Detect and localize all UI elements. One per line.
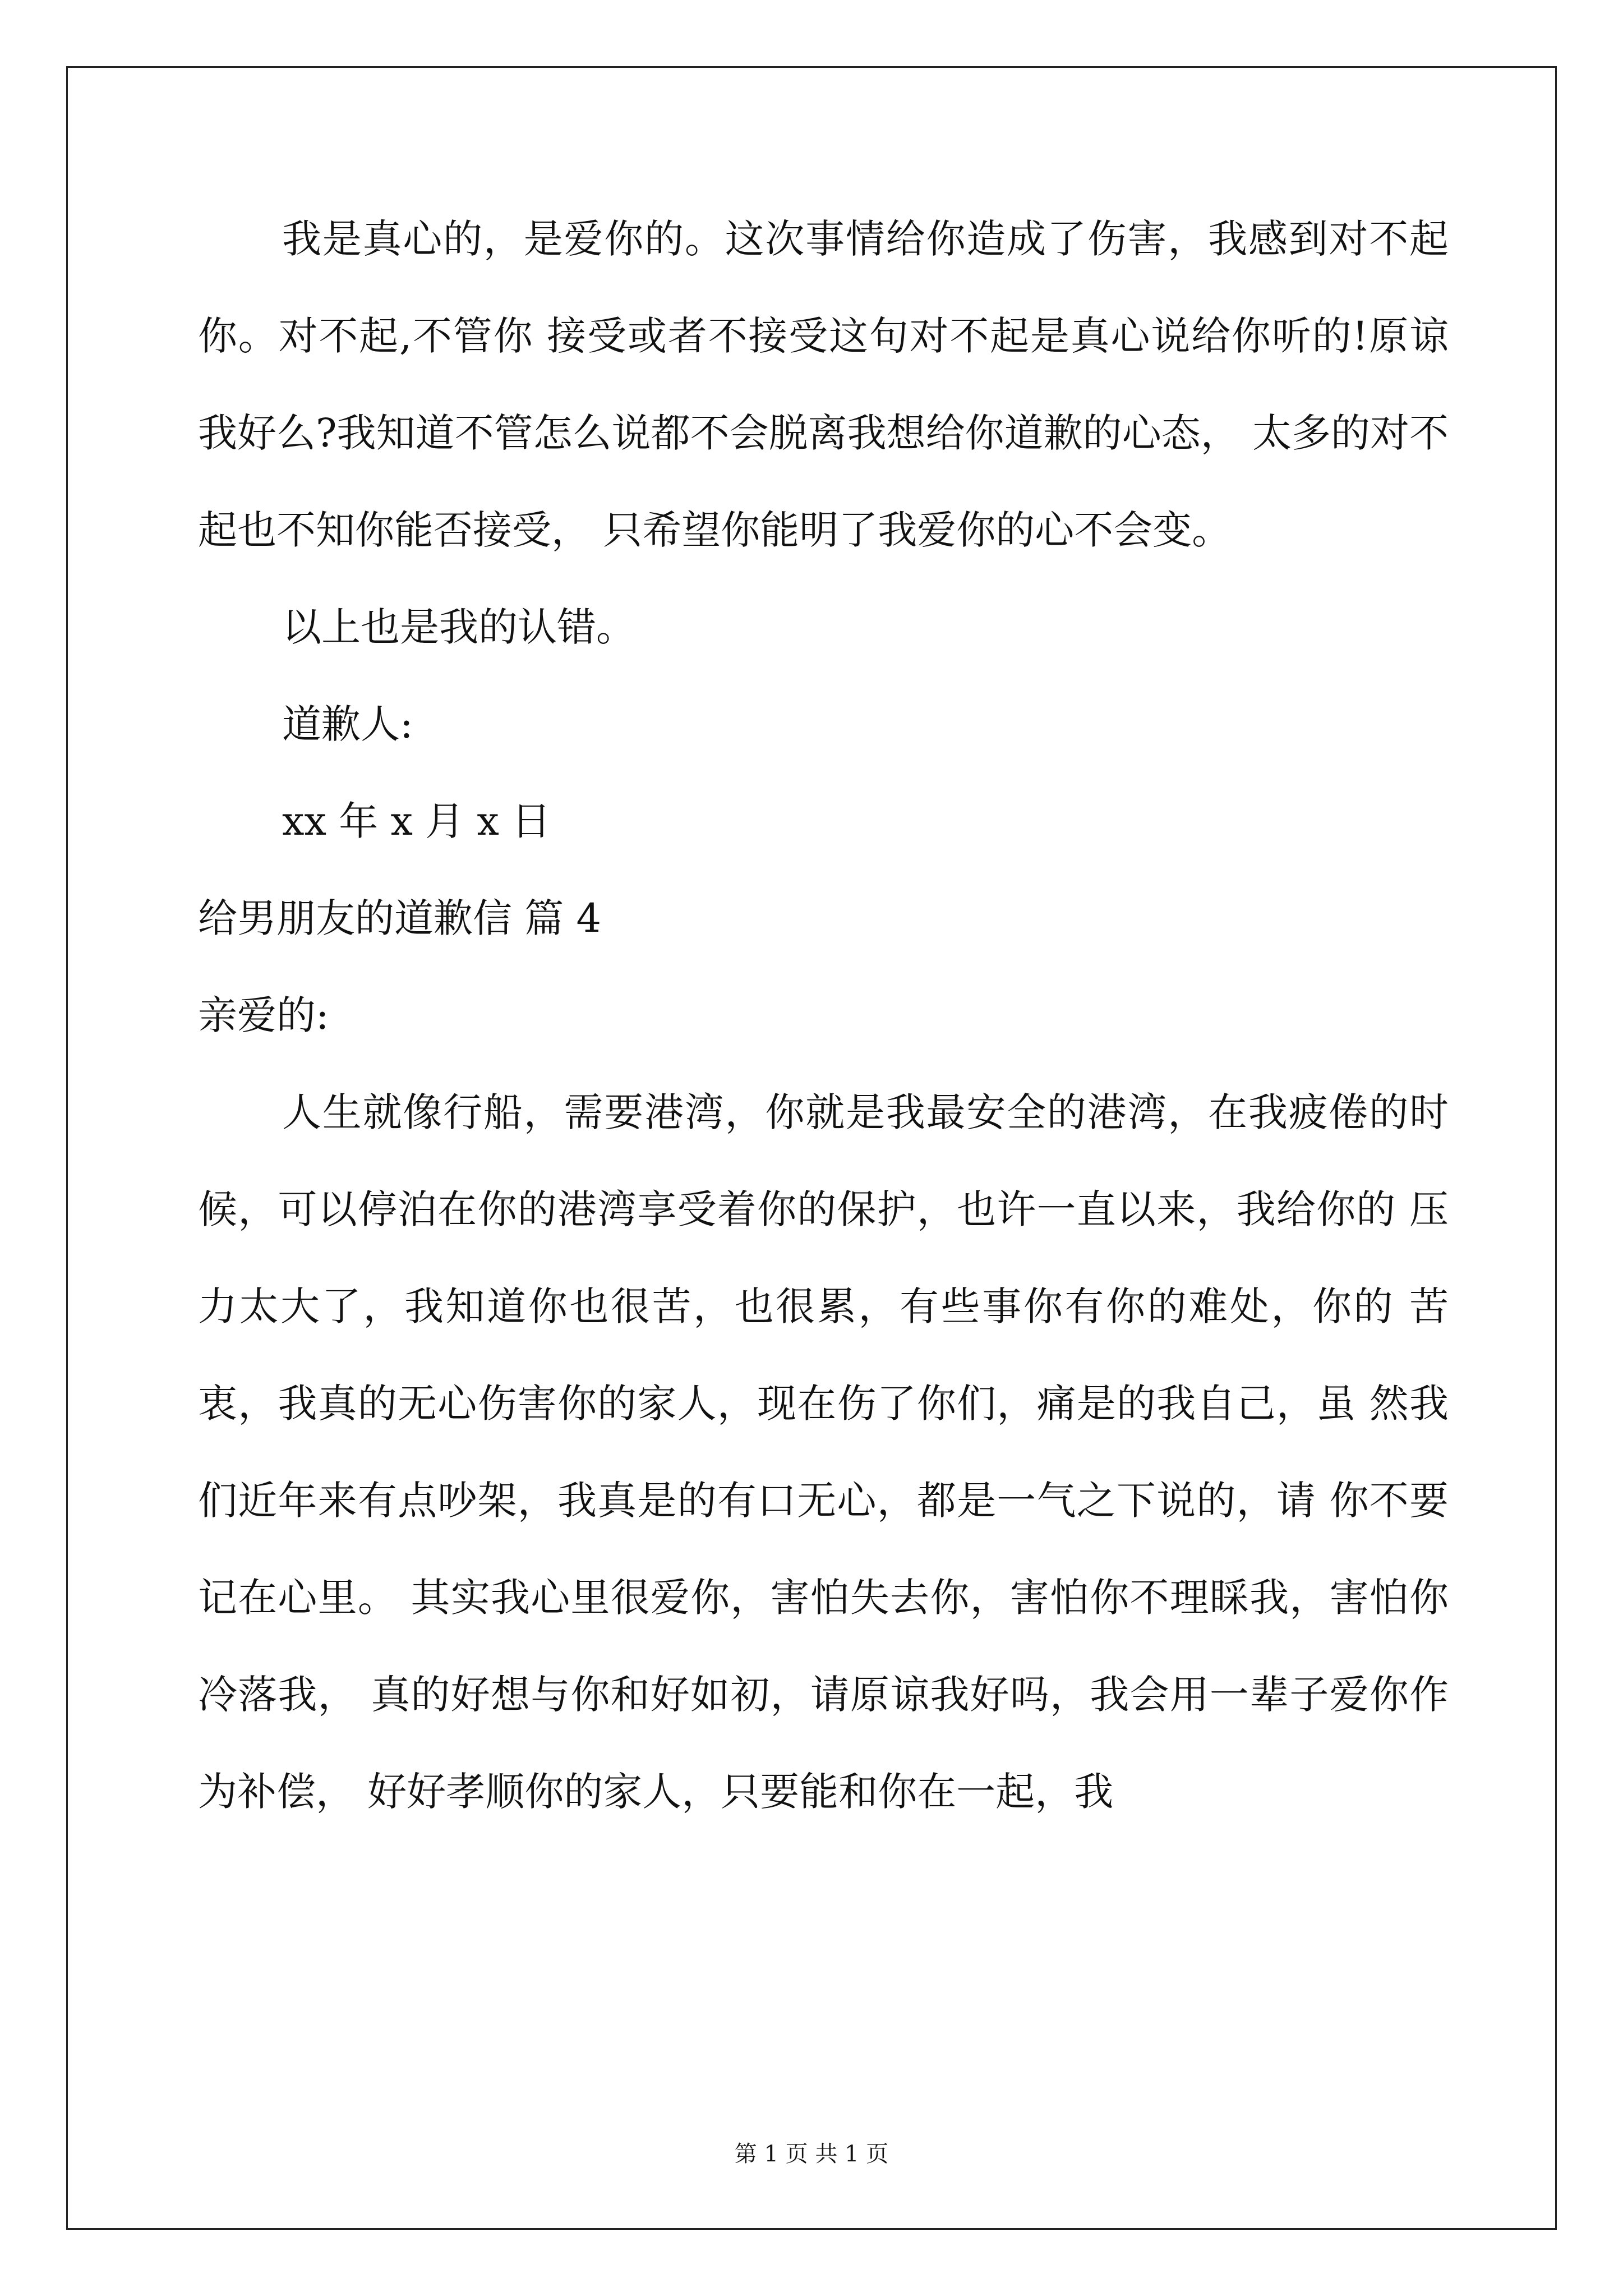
paragraph-letter-body: 人生就像行船，需要港湾，你就是我最安全的港湾，在我疲倦的时 候，可以停泊在你的港湾享受着你的保护，也许一直以来，我给你的 压力太大了，我知道你也很苦，也很累，有些事你有你的难处，你的 苦衷，我真的无心伤害你的家人，现在伤了你们，痛是的我自己，虽 然我们近年来有点吵架，我真是的有口无心，都是一气之下说的，请 你不要记在心里。 其实我心里很爱你，害怕失去你，害怕你不理睬我，害怕你冷落我， 真的好想与你和好如初，请原谅我好吗，我会用一辈子爱你作为补偿， 好好孝顺你的家人，只要能和你在一起，我 <box>198 1089 1461 1815</box>
paragraph-signer-label: 道歉人: <box>282 701 413 747</box>
page-footer: 第 1 页 共 1 页 <box>734 2141 889 2167</box>
section-heading: 给男朋友的道歉信 篇 4 <box>198 895 602 941</box>
paragraph-apology-body: 我是真心的，是爱你的。这次事情给你造成了伤害，我感到对不起你。对不起,不管你 接受或者不接受这句对不起是真心说给你听的!原谅我好么?我知道不管怎么说都不会脱离我想给你道歉的心态， 太多的对不起也不知你能否接受， 只希望你能明了我爱你的心不会变。 <box>198 216 1449 553</box>
salutation: 亲爱的: <box>198 992 329 1038</box>
document-body <box>198 191 1461 1841</box>
paragraph-admission: 以上也是我的认错。 <box>282 604 635 650</box>
paragraph-date: xx 年 x 月 x 日 <box>282 798 551 844</box>
